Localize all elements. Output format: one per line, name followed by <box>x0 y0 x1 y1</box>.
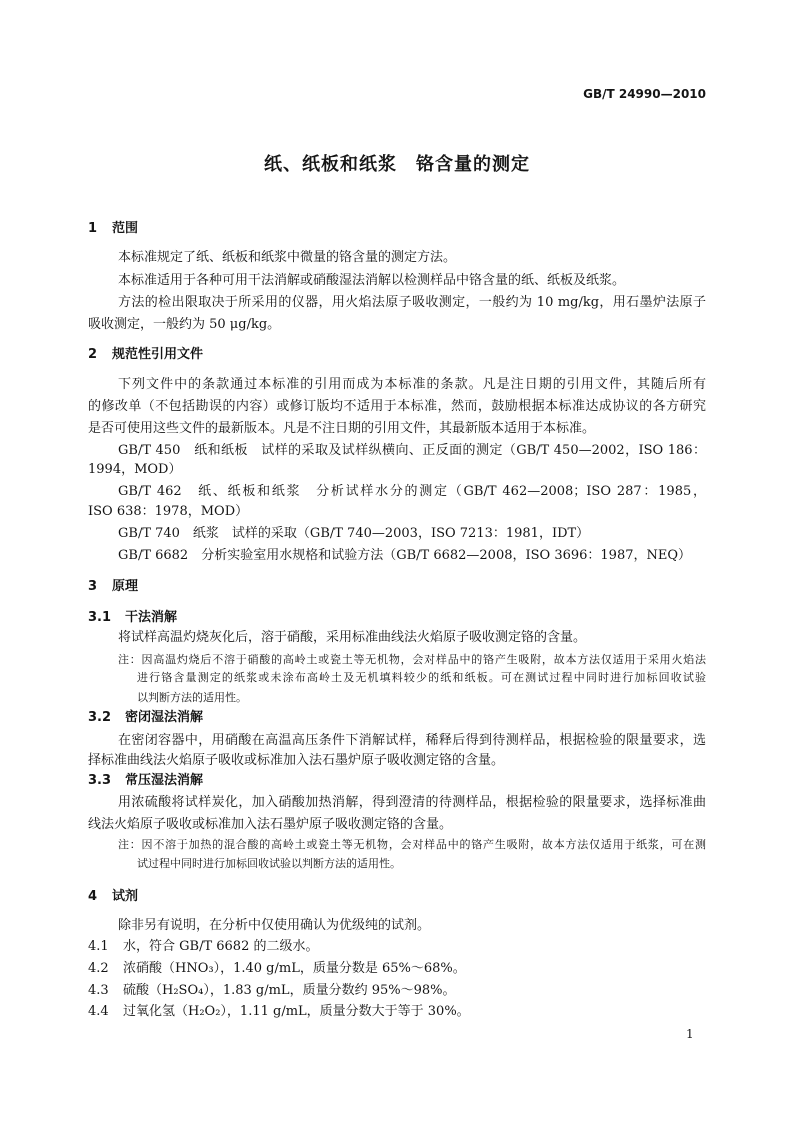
page-title: 纸、纸板和纸浆 铬含量的测定 <box>264 154 530 175</box>
page-number: 1 <box>686 1027 694 1041</box>
note-line: 以判断方法的适用性。 <box>137 691 247 704</box>
item-text: 过氧化氢（H₂O₂），1.11 g/mL，质量分数大于等于 30%。 <box>123 1004 470 1019</box>
paragraph-line: 除非另有说明，在分析中仅使用确认为优级纯的试剂。 <box>118 918 431 933</box>
paragraph-line: 择标准曲线法火焰原子吸收或标准加入法石墨炉原子吸收测定铬的含量。 <box>88 753 505 768</box>
reference-line: ISO 638：1978，MOD） <box>88 504 249 519</box>
paragraph-line: 吸收测定，一般约为 50 μg/kg。 <box>88 317 281 332</box>
subsection-number: 3.2 <box>88 710 112 725</box>
paragraph-line: 将试样高温灼烧灰化后，溶于硝酸，采用标准曲线法火焰原子吸收测定铬的含量。 <box>118 630 587 645</box>
item-text: 浓硝酸（HNO₃），1.40 g/mL，质量分数是 65%～68%。 <box>123 961 466 976</box>
paragraph-line: 线法火焰原子吸收或标准加入法石墨炉原子吸收测定铬的含量。 <box>88 817 453 832</box>
subsection-heading: 常压湿法消解 <box>125 773 204 788</box>
subsection-number: 3.1 <box>88 610 112 625</box>
reference-line: 1994，MOD） <box>88 462 182 477</box>
note-line: 试过程中同时进行加标回收试验以判断方法的适用性。 <box>137 857 401 870</box>
paragraph-line: 在密闭容器中，用硝酸在高温高压条件下消解试样，稀释后得到待测样品，根据检验的限量要求，选 <box>118 733 706 748</box>
subsection-heading: 干法消解 <box>125 610 178 625</box>
item-number: 4.2 <box>88 961 109 976</box>
item-number: 4.1 <box>88 939 109 954</box>
reference-line: GB/T 6682 分析实验室用水规格和试验方法（GB/T 6682—2008，ISO 3696：1987，NEQ） <box>118 548 692 563</box>
paragraph-line: 本标准适用于各种可用干法消解或硝酸湿法消解以检测样品中铬含量的纸、纸板及纸浆。 <box>118 273 626 288</box>
reference-line: GB/T 740 纸浆 试样的采取（GB/T 740—2003，ISO 7213：1981，IDT） <box>118 526 590 541</box>
section-heading: 原理 <box>112 579 139 594</box>
section-heading: 试剂 <box>112 889 139 904</box>
subsection-heading: 密闭湿法消解 <box>125 710 204 725</box>
item-text: 硫酸（H₂SO₄），1.83 g/mL，质量分数约 95%～98%。 <box>123 983 456 998</box>
section-number: 4 <box>88 889 98 904</box>
paragraph-line: 的修改单（不包括勘误的内容）或修订版均不适用于本标准，然而，鼓励根据本标准达成协议的各方研究 <box>88 399 706 414</box>
paragraph-line: 用浓硫酸将试样炭化，加入硝酸加热消解，得到澄清的待测样品，根据检验的限量要求，选择标准曲 <box>118 795 706 810</box>
reference-line: GB/T 450 纸和纸板 试样的采取及试样纵横向、正反面的测定（GB/T 450—2002，ISO 186： <box>118 443 706 458</box>
paragraph-line: 是否可使用这些文件的最新版本。凡是不注日期的引用文件，其最新版本适用于本标准。 <box>88 421 596 436</box>
paragraph-line: 方法的检出限取决于所采用的仪器，用火焰法原子吸收测定，一般约为 10 mg/kg，用石墨炉法原子 <box>118 295 706 310</box>
item-text: 水，符合 GB/T 6682 的二级水。 <box>123 939 319 954</box>
note-line: 进行铬含量测定的纸浆或未涂布高岭土及无机填料较少的纸和纸板。可在测试过程中同时进行加标回收试验 <box>137 671 706 684</box>
standard-code: GB/T 24990—2010 <box>583 87 706 101</box>
section-heading: 规范性引用文件 <box>112 347 204 362</box>
paragraph-line: 下列文件中的条款通过本标准的引用而成为本标准的条款。凡是注日期的引用文件，其随后所有 <box>118 377 706 392</box>
section-heading: 范围 <box>112 221 139 236</box>
note-line: 注：因高温灼烧后不溶于硝酸的高岭土或瓷土等无机物，会对样品中的铬产生吸附，故本方法仅适用于采用火焰法 <box>118 653 706 666</box>
section-number: 2 <box>88 347 98 362</box>
reference-line: GB/T 462 纸、纸板和纸浆 分析试样水分的测定（GB/T 462—2008；ISO 287：1985， <box>118 484 706 499</box>
subsection-number: 3.3 <box>88 773 112 788</box>
item-number: 4.4 <box>88 1004 109 1019</box>
section-number: 3 <box>88 579 98 594</box>
note-line: 注：因不溶于加热的混合酸的高岭土或瓷土等无机物，会对样品中的铬产生吸附，故本方法仅适用于纸浆，可在测 <box>118 838 706 851</box>
paragraph-line: 本标准规定了纸、纸板和纸浆中微量的铬含量的测定方法。 <box>118 250 457 265</box>
item-number: 4.3 <box>88 983 109 998</box>
section-number: 1 <box>88 221 98 236</box>
